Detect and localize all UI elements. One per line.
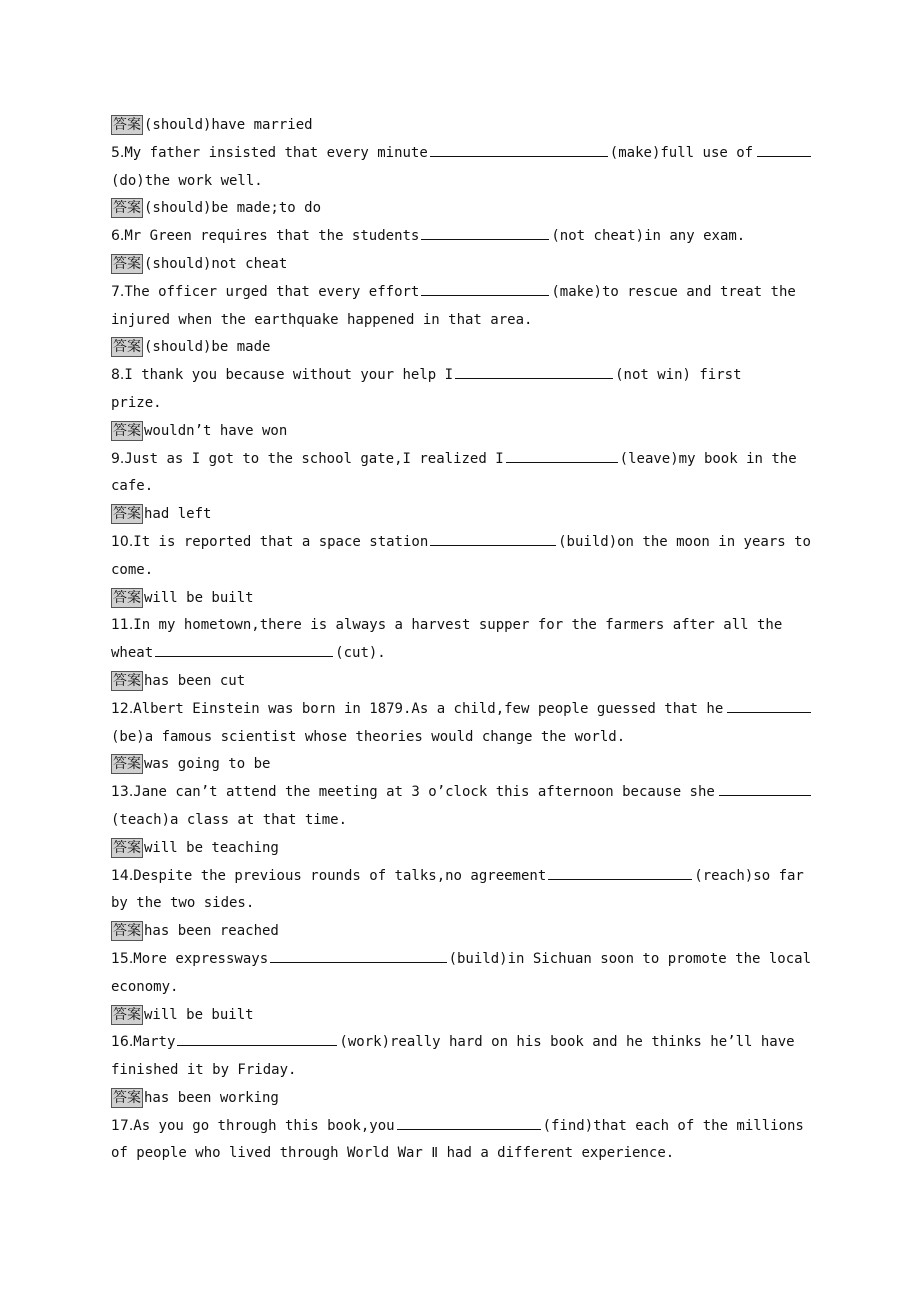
answer-line — [111, 585, 811, 613]
question-number: 15. — [111, 950, 134, 967]
question-11-cont — [111, 640, 811, 668]
question-8-cont: prize. — [111, 394, 162, 411]
answer-line — [111, 751, 811, 779]
question-16-cont: finished it by Friday. — [111, 1062, 297, 1079]
answer-text: has been working — [144, 1089, 279, 1106]
fill-blank[interactable] — [727, 698, 811, 713]
answer-text: wouldn’t have won — [144, 422, 288, 439]
answer-text: will be teaching — [144, 839, 279, 856]
answer-tag: 答案 — [113, 672, 141, 689]
answer-text: has been reached — [144, 923, 279, 940]
question-15-cont: economy. — [111, 978, 179, 995]
answer-line — [111, 835, 811, 863]
question-hint: (not cheat)in any exam. — [551, 228, 746, 245]
question-14 — [111, 863, 811, 891]
answer-line — [111, 1085, 811, 1113]
answer-tag: 答案 — [113, 117, 141, 133]
answer-line — [111, 1002, 811, 1030]
question-number: 6. — [111, 228, 125, 245]
answer-text: has been cut — [144, 672, 246, 689]
question-17 — [111, 1113, 811, 1141]
question-text: More expressways — [133, 950, 269, 967]
question-text: Despite the previous rounds of talks,no agreement — [133, 867, 547, 884]
answer-tag: 答案 — [113, 422, 141, 439]
fill-blank[interactable] — [421, 225, 549, 240]
fill-blank[interactable] — [719, 781, 811, 796]
answer-line — [111, 195, 811, 223]
fill-blank[interactable] — [430, 531, 556, 546]
question-number: 17. — [111, 1117, 134, 1134]
fill-blank[interactable] — [397, 1115, 541, 1130]
question-hint: (build)in Sichuan soon to promote the local — [448, 950, 811, 967]
question-number: 16. — [111, 1034, 134, 1051]
question-text: Mr Green requires that the students — [124, 228, 420, 245]
answer-tag: 答案 — [113, 255, 141, 272]
fill-blank[interactable] — [177, 1031, 337, 1046]
answer-line — [111, 112, 811, 140]
fill-blank[interactable] — [757, 142, 811, 157]
answer-text: (should)be made — [144, 339, 271, 356]
question-10 — [111, 529, 811, 557]
question-7 — [111, 279, 811, 307]
question-hint: (make)full use of — [609, 144, 754, 161]
question-14-cont: by the two sides. — [111, 895, 255, 912]
answer-tag: 答案 — [113, 923, 141, 940]
answer-text: will be built — [144, 1006, 254, 1023]
question-text: In my hometown,there is always a harvest supper for the farmers after all the — [133, 617, 783, 634]
answer-tag: 答案 — [113, 756, 141, 773]
fill-blank[interactable] — [421, 281, 549, 296]
question-text: wheat — [111, 645, 154, 662]
question-text: Just as I got to the school gate,I realized I — [124, 450, 504, 467]
question-15 — [111, 946, 811, 974]
question-text: Marty — [133, 1034, 176, 1051]
question-hint: (work)really hard on his book and he thinks he’ll have — [339, 1034, 795, 1051]
question-13 — [111, 779, 811, 807]
answer-tag: 答案 — [113, 1089, 141, 1106]
answer-text: was going to be — [144, 756, 271, 773]
question-9 — [111, 446, 811, 474]
question-number: 8. — [111, 367, 125, 384]
fill-blank[interactable] — [430, 142, 608, 157]
question-9-cont: cafe. — [111, 478, 154, 495]
question-text: I thank you because without your help I — [124, 367, 454, 384]
question-number: 14. — [111, 867, 134, 884]
fill-blank[interactable] — [548, 865, 692, 880]
question-number: 13. — [111, 784, 134, 801]
answer-text: will be built — [144, 589, 254, 606]
fill-blank[interactable] — [155, 642, 333, 657]
fill-blank[interactable] — [455, 364, 613, 379]
question-number: 9. — [111, 450, 125, 467]
question-text: Albert Einstein was born in 1879.As a child,few people guessed that he — [133, 700, 724, 717]
question-number: 10. — [111, 533, 134, 550]
answer-text: (should)be made;to do — [144, 200, 322, 217]
question-10-cont: come. — [111, 561, 154, 578]
fill-blank[interactable] — [270, 948, 446, 963]
question-hint: (cut). — [335, 645, 386, 662]
answer-text: (should)not cheat — [144, 255, 288, 272]
question-5 — [111, 140, 811, 168]
question-number: 11. — [111, 617, 134, 634]
answer-text: (should)have married — [144, 117, 313, 133]
question-17-cont: of people who lived through World War Ⅱ had a different experience. — [111, 1145, 675, 1162]
answer-tag: 答案 — [113, 339, 141, 356]
answer-line — [111, 918, 811, 946]
fill-blank[interactable] — [506, 448, 618, 463]
question-7-cont: injured when the earthquake happened in that area. — [111, 311, 533, 328]
question-12 — [111, 696, 811, 724]
question-hint: (find)that each of the millions — [542, 1117, 804, 1134]
question-number: 5. — [111, 144, 125, 161]
question-hint: (build)on the moon in years to — [558, 533, 811, 550]
question-text: As you go through this book,you — [133, 1117, 395, 1134]
question-hint: (make)to rescue and treat the — [551, 283, 796, 300]
question-hint: (leave)my book in the — [619, 450, 797, 467]
answer-tag: 答案 — [113, 839, 141, 856]
question-text: My father insisted that every minute — [124, 144, 428, 161]
question-12-cont: (be)a famous scientist whose theories would change the world. — [111, 728, 626, 745]
question-text: Jane can’t attend the meeting at 3 o’clock this afternoon because she — [133, 784, 715, 801]
question-16 — [111, 1029, 811, 1057]
answer-tag: 答案 — [113, 506, 141, 523]
question-6 — [111, 223, 811, 251]
worksheet-page — [111, 112, 811, 1168]
answer-tag: 答案 — [113, 589, 141, 606]
answer-tag: 答案 — [113, 200, 141, 217]
question-number: 7. — [111, 283, 125, 300]
question-11 — [111, 612, 811, 640]
question-hint: (reach)so far — [694, 867, 804, 884]
question-5-cont: (do)the work well. — [111, 172, 263, 189]
question-text: It is reported that a space station — [133, 533, 429, 550]
question-hint: (not win) first — [615, 367, 742, 384]
question-8 — [111, 362, 811, 390]
question-number: 12. — [111, 700, 134, 717]
answer-text: had left — [144, 506, 212, 523]
question-13-cont: (teach)a class at that time. — [111, 811, 348, 828]
answer-line — [111, 334, 811, 362]
answer-line — [111, 418, 811, 446]
answer-line — [111, 668, 811, 696]
answer-tag: 答案 — [113, 1006, 141, 1023]
answer-line — [111, 501, 811, 529]
answer-line — [111, 251, 811, 279]
question-text: The officer urged that every effort — [124, 283, 420, 300]
